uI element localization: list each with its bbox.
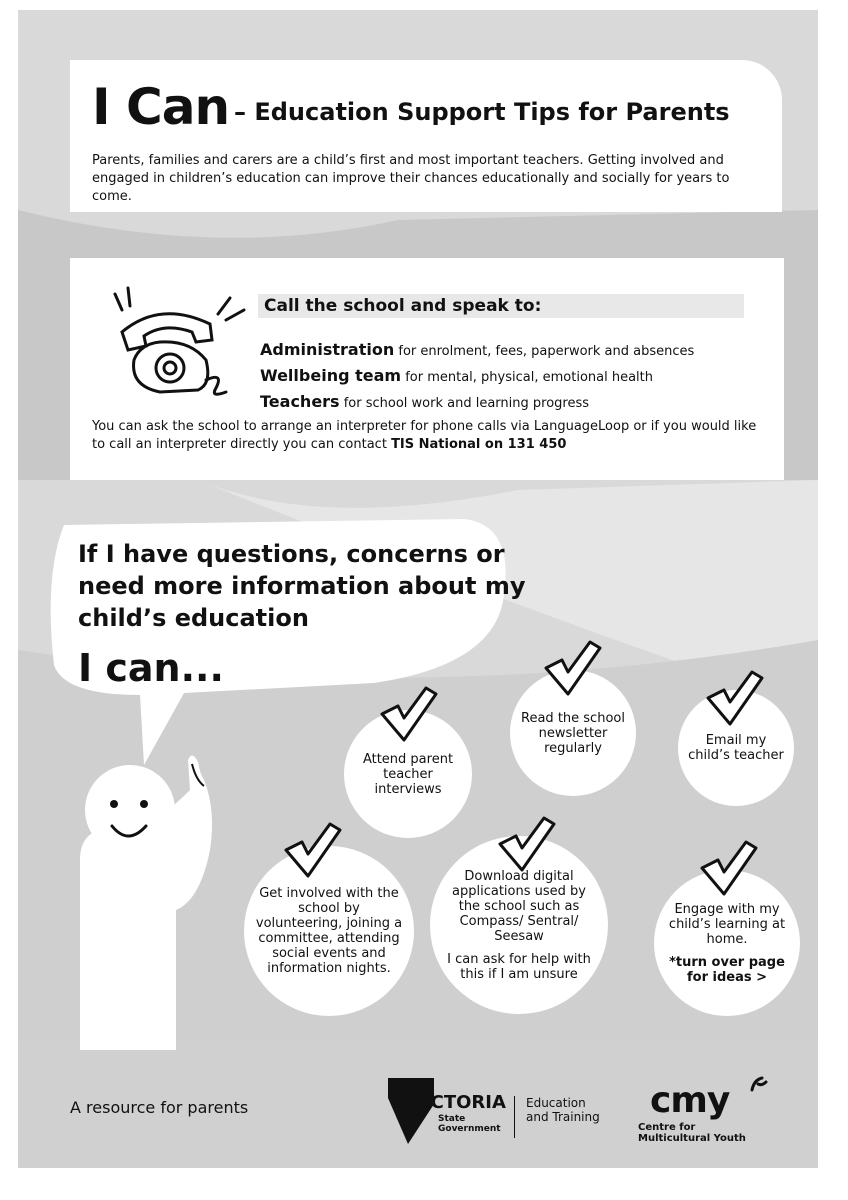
interpreter-body: You can ask the school to arrange an interpreter for phone calls via LanguageLoop or if you would like to call an interpreter directly you can contact xyxy=(92,419,757,452)
edu-line-2: and Training xyxy=(526,1110,600,1124)
header-card xyxy=(70,60,782,212)
cmy-sprout-icon xyxy=(748,1074,768,1092)
checkmark-icon xyxy=(378,684,438,744)
victoria-wordmark: VICTORIA xyxy=(410,1092,506,1113)
call-row-label: Wellbeing team xyxy=(260,366,402,385)
logo-divider xyxy=(514,1096,515,1138)
call-row-desc: for enrolment, fees, paperwork and absences xyxy=(394,344,695,359)
call-row-desc: for mental, physical, emotional health xyxy=(401,370,653,385)
i-can-heading: I can... xyxy=(78,646,224,690)
question-text: If I have questions, concerns or need more information about my child’s education xyxy=(78,540,526,632)
call-row-wellbeing xyxy=(260,366,653,385)
victoria-state: State xyxy=(438,1114,466,1124)
circle-volunteer-text: Get involved with the school by volunteering, joining a committee, attending social events and information nights. xyxy=(255,886,403,976)
circle-download-help: I can ask for help with this if I am unsure xyxy=(447,951,591,982)
page-subtitle: – Education Support Tips for Parents xyxy=(234,98,730,126)
circle-newsletter-text: Read the school newsletter regularly xyxy=(521,710,625,756)
checkmark-icon xyxy=(496,814,556,874)
call-school-card xyxy=(70,258,784,480)
call-row-label: Teachers xyxy=(260,392,340,411)
page-sheet xyxy=(18,10,818,1168)
cmy-subtitle xyxy=(638,1122,746,1144)
telephone-icon xyxy=(100,280,250,398)
page-title: I Can xyxy=(92,78,230,136)
interpreter-text xyxy=(92,418,772,454)
resource-label: A resource for parents xyxy=(70,1098,249,1117)
education-training xyxy=(526,1096,600,1124)
checkmark-icon xyxy=(282,820,342,880)
person-figure xyxy=(80,750,220,1050)
cmy-sub-2: Multicultural Youth xyxy=(638,1133,746,1144)
victoria-government: Government xyxy=(438,1124,501,1134)
checkmark-icon xyxy=(704,668,764,728)
tis-national-contact: TIS National on 131 450 xyxy=(391,437,567,452)
call-row-administration xyxy=(260,340,694,359)
circle-email-text: Email my child’s teacher xyxy=(688,733,784,763)
cmy-logo: cmy xyxy=(650,1080,730,1121)
circle-download-text: Download digital applications used by the school such as Compass/ Sentral/ Seesaw xyxy=(452,868,586,944)
call-row-teachers xyxy=(260,392,589,411)
circle-engage-note: *turn over page for ideas > xyxy=(669,954,785,985)
call-heading: Call the school and speak to: xyxy=(258,294,744,318)
checkmark-icon xyxy=(542,638,602,698)
call-row-desc: for school work and learning progress xyxy=(339,396,589,411)
intro-text: Parents, families and carers are a child’s first and most important teachers. Getting involved and engaged in children’s education can improve their chances educationally and socially for years to come. xyxy=(92,153,730,204)
circle-attend-text: Attend parent teacher interviews xyxy=(362,751,454,797)
cmy-sub-1: Centre for xyxy=(638,1122,696,1133)
victoria-subtitle xyxy=(438,1114,501,1134)
edu-line-1: Education xyxy=(526,1096,586,1110)
checkmark-icon xyxy=(698,838,758,898)
circle-engage-text: Engage with my child’s learning at home. xyxy=(668,901,786,947)
call-row-label: Administration xyxy=(260,340,395,359)
